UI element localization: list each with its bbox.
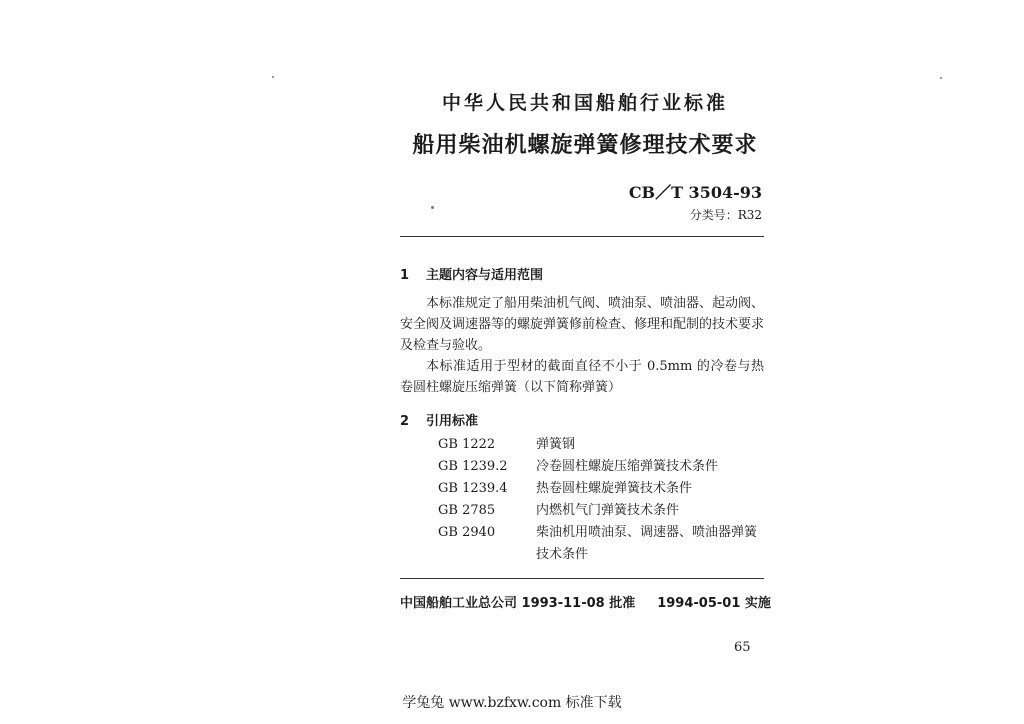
reference-code: GB 2940	[438, 525, 496, 540]
reference-title: 内燃机气门弹簧技术条件	[536, 503, 680, 518]
table-row	[438, 522, 766, 566]
table-row	[438, 434, 766, 456]
standard-code: CB／T 3504-93	[628, 183, 762, 202]
footer-divider	[400, 578, 764, 579]
watermark-text: 学兔兔 www.bzfxw.com 标准下载	[402, 695, 622, 711]
page-number: 65	[734, 640, 751, 655]
reference-title: 热卷圆柱螺旋弹簧技术条件	[536, 481, 693, 496]
table-row	[438, 478, 766, 500]
table-row	[438, 456, 766, 478]
reference-code: GB 2785	[438, 503, 496, 518]
reference-code: GB 1222	[438, 437, 496, 452]
reference-title: 柴油机用喷油泵、调速器、喷油器弹簧技术条件	[536, 525, 758, 562]
table-row	[438, 500, 766, 522]
section-2-number: 2	[400, 414, 410, 429]
section-1-paragraph-1: 本标准规定了船用柴油机气阀、喷油泵、喷油器、起动阀、安全阀及调速器等的螺旋弹簧修前检查、修理和配制的技术要求及检查与验收。	[400, 296, 765, 353]
scan-speck	[272, 76, 274, 78]
header-divider	[400, 236, 764, 237]
approval-text: 中国船舶工业总公司 1993-11-08 批准	[400, 596, 636, 611]
section-1-title: 主题内容与适用范围	[426, 268, 544, 283]
classification-number: 分类号：R32	[689, 208, 762, 222]
scan-speck	[940, 77, 942, 79]
section-1-number: 1	[400, 268, 410, 283]
scan-speck	[431, 206, 434, 209]
section-1-heading	[400, 264, 543, 283]
reference-standards-table	[438, 434, 766, 566]
reference-title: 冷卷圆柱螺旋压缩弹簧技术条件	[536, 459, 719, 474]
section-1-paragraph-2: 本标准适用于型材的截面直径不小于 0.5mm 的冷卷与热卷圆柱螺旋压缩弹簧（以下简称弹簧）	[400, 359, 764, 395]
document-title: 船用柴油机螺旋弹簧修理技术要求	[412, 133, 758, 158]
section-2-heading	[400, 410, 478, 429]
approval-footer	[400, 592, 771, 611]
industry-standard-title: 中华人民共和国船舶行业标准	[441, 92, 728, 114]
reference-code: GB 1239.4	[438, 481, 508, 496]
section-2-title: 引用标准	[426, 414, 479, 429]
reference-code: GB 1239.2	[438, 459, 508, 474]
reference-title: 弹簧钢	[536, 437, 576, 452]
implementation-text: 1994-05-01 实施	[657, 596, 771, 611]
